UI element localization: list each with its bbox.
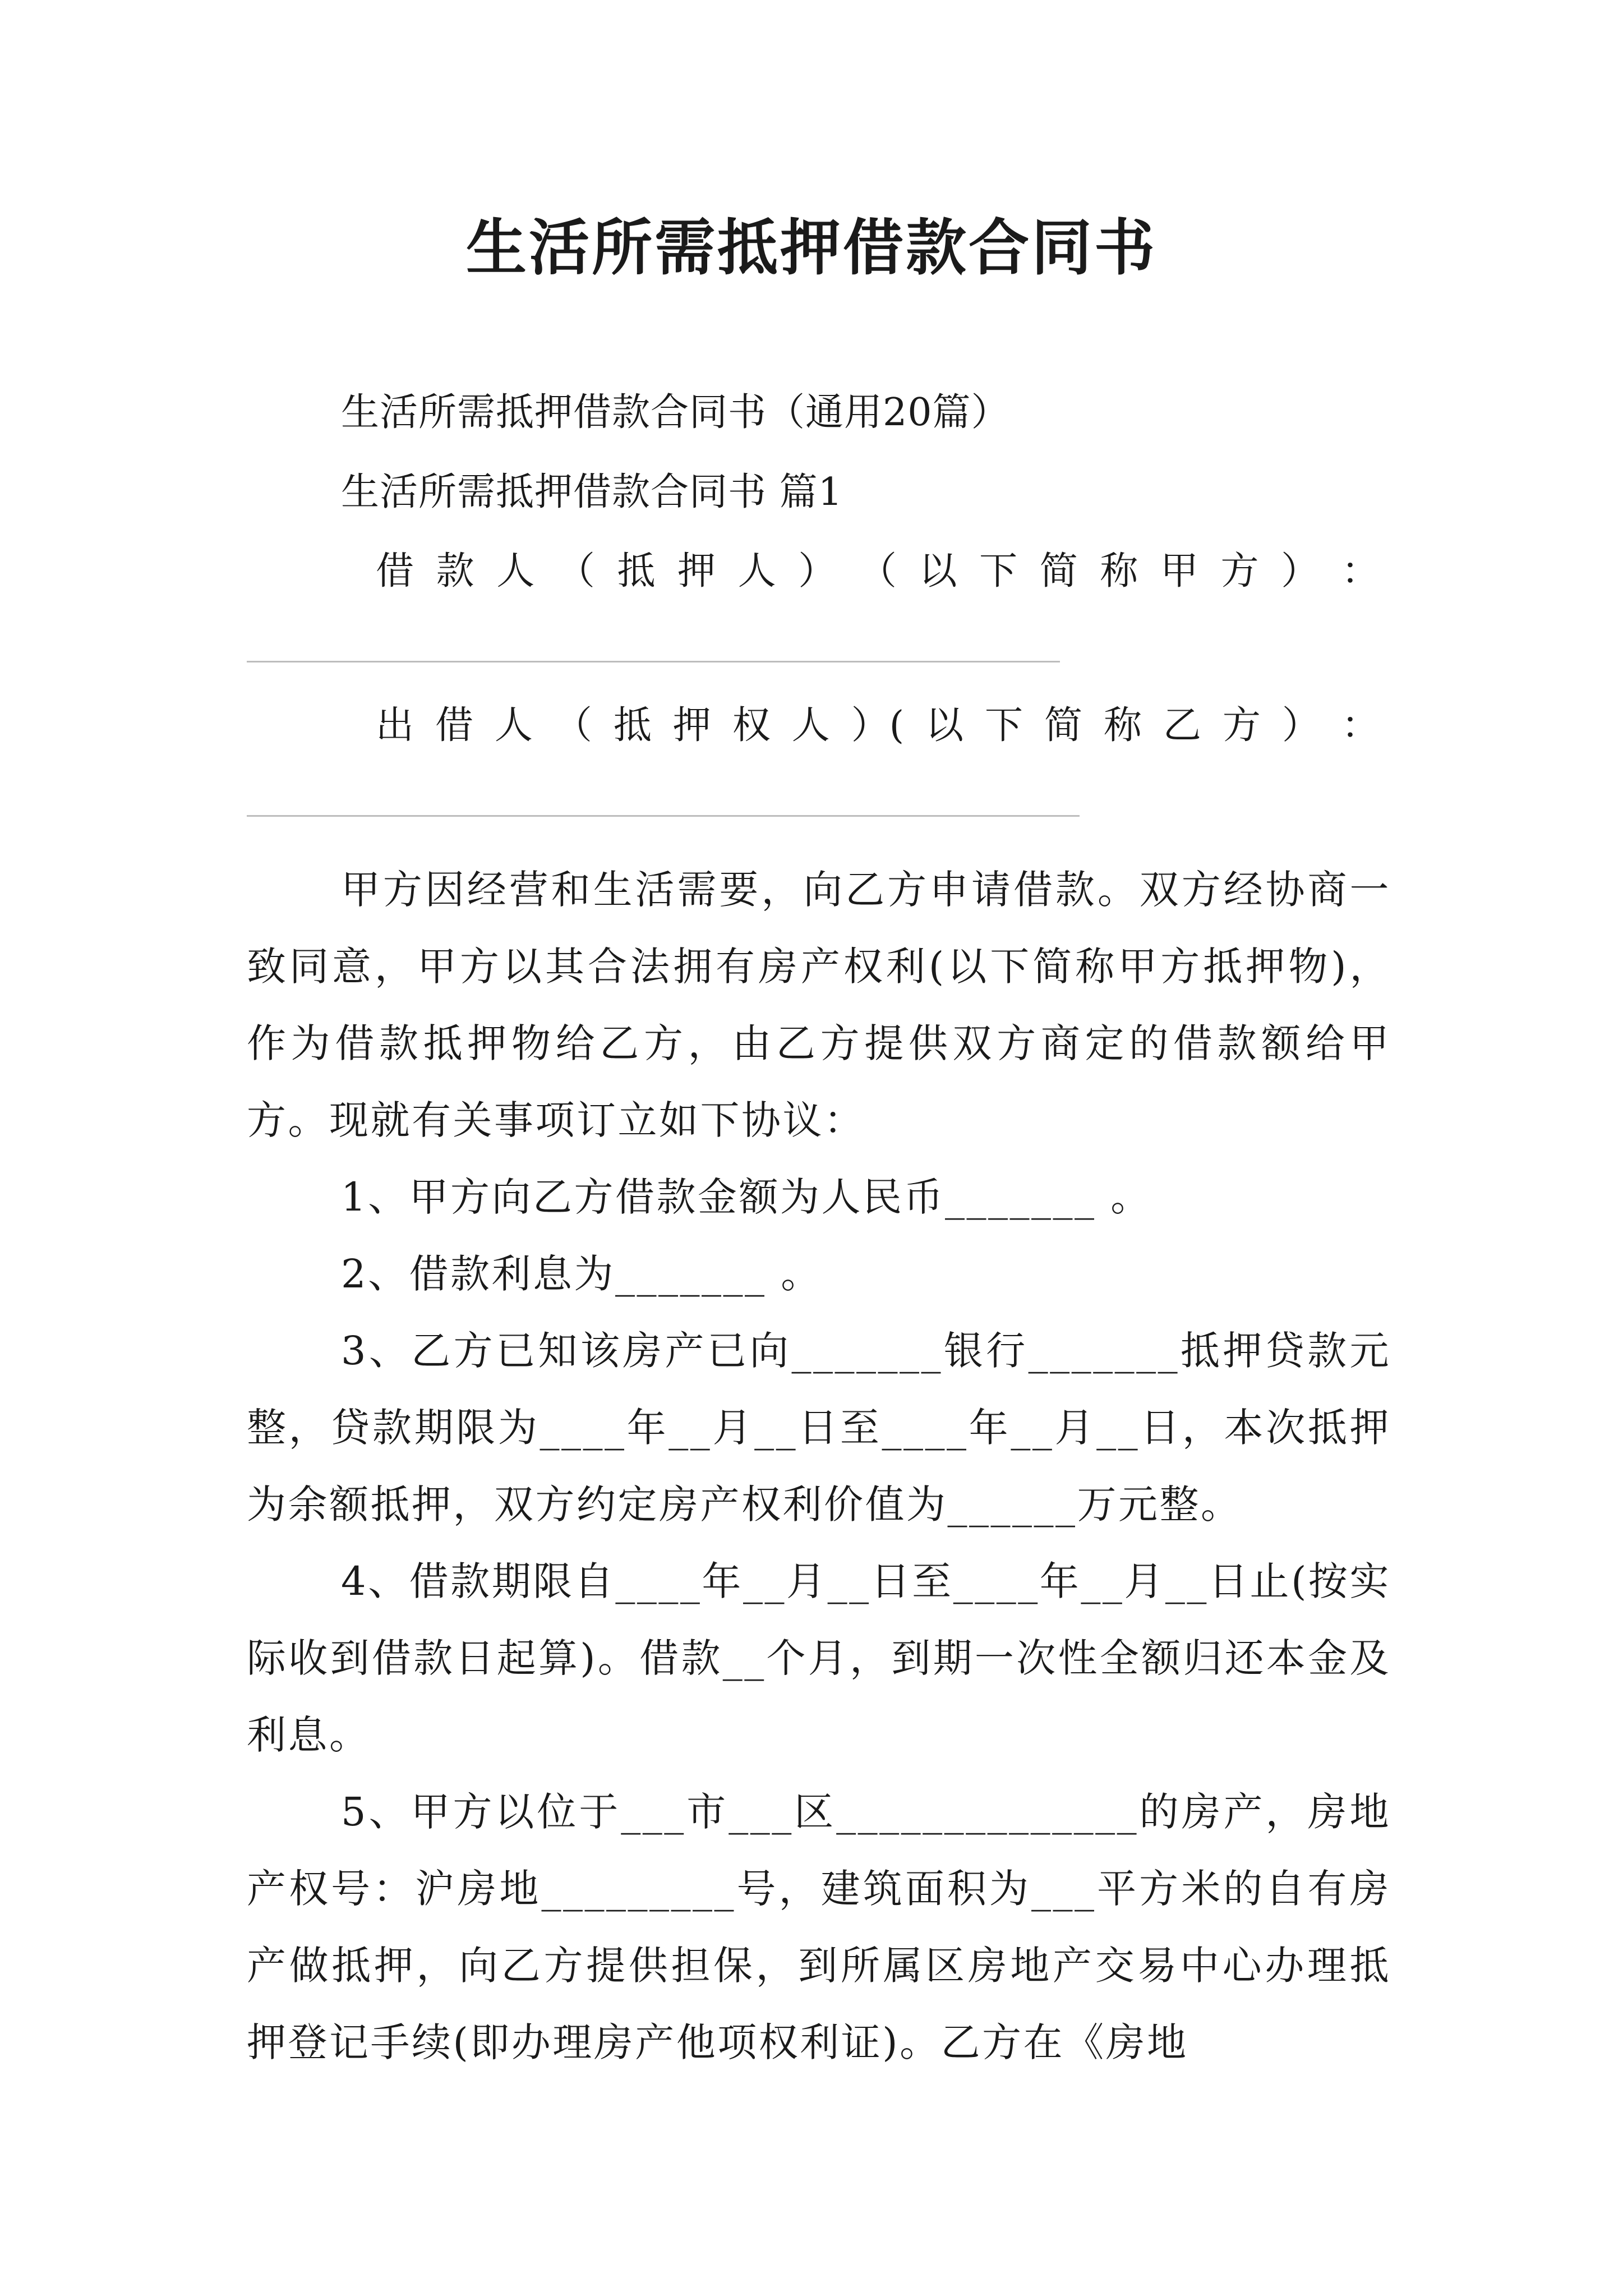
borrower-char: ： [1341, 549, 1380, 593]
borrower-char: 甲 [1160, 549, 1198, 593]
clause-item: 1、甲方向乙方借款金额为人民币_______ 。 [341, 1174, 1152, 1220]
lender-char: ）( [851, 703, 905, 748]
borrower-char: 人 [737, 549, 776, 593]
borrower-char: 下 [979, 549, 1018, 593]
borrower-char: 人 [496, 549, 535, 593]
borrower-char: 以 [919, 549, 957, 593]
clause-item: 4、借款期限自____年__月__日至____年__月__日止(按实际收到借款日起算)。借款__个月，到期一次性全额归还本金及利息。 [247, 1558, 1391, 1758]
lender-char: ） [1281, 703, 1320, 748]
document-title: 生活所需抵押借款合同书 [465, 213, 1157, 283]
borrower-char: ） [798, 549, 837, 593]
borrower-label [376, 549, 1380, 593]
section-heading: 生活所需抵押借款合同书 篇1 [341, 470, 843, 514]
lender-char: 借 [435, 703, 473, 748]
lender-char: （ [554, 703, 592, 748]
clause-item: 2、借款利息为_______ 。 [341, 1251, 822, 1297]
borrower-char: 简 [1039, 549, 1078, 593]
lender-char: 简 [1044, 703, 1083, 748]
lender-label [376, 703, 1380, 748]
lender-char: 以 [925, 703, 964, 748]
lender-char: 权 [732, 703, 771, 748]
clause-item: 3、乙方已知该房产已向_______银行_______抵押贷款元整，贷款期限为____年__月__日至____年__月__日，本次抵押为余额抵押，双方约定房产权利价值为______万元整。 [247, 1328, 1391, 1527]
borrower-char: 称 [1100, 549, 1138, 593]
borrower-char: 借 [376, 549, 414, 593]
lender-char: ： [1341, 703, 1380, 748]
clause-list [247, 1159, 1391, 2081]
lender-fill-line [247, 815, 1080, 817]
lender-char: 押 [672, 703, 711, 748]
lender-char: 抵 [613, 703, 652, 748]
intro-paragraph-block [247, 852, 1391, 1159]
borrower-char: 款 [436, 549, 474, 593]
lender-char: 出 [376, 703, 414, 748]
borrower-char: ） [1281, 549, 1320, 593]
lender-char: 方 [1222, 703, 1261, 748]
intro-paragraph: 甲方因经营和生活需要，向乙方申请借款。双方经协商一致同意，甲方以其合法拥有房产权利(以下简称甲方抵押物)，作为借款抵押物给乙方，由乙方提供双方商定的借款额给甲方。现就有关事项订立如下协议： [247, 867, 1391, 1143]
borrower-char: 抵 [617, 549, 656, 593]
borrower-char: 押 [677, 549, 716, 593]
lender-char: 下 [985, 703, 1023, 748]
borrower-char: （ [858, 549, 897, 593]
lender-char: 人 [494, 703, 533, 748]
document-subtitle: 生活所需抵押借款合同书（通用20篇） [341, 390, 1010, 435]
borrower-fill-line [247, 661, 1060, 662]
clause-item: 5、甲方以位于___市___区______________的房产，房地产权号：沪房地_________号，建筑面积为___平方米的自有房产做抵押，向乙方提供担保，到所属区房地产交易中心办理抵押登记手续(即办理房产他项权利证)。乙方在《房地 [247, 1789, 1391, 2065]
lender-char: 人 [791, 703, 830, 748]
lender-char: 乙 [1163, 703, 1201, 748]
borrower-char: 方 [1220, 549, 1259, 593]
lender-char: 称 [1103, 703, 1142, 748]
borrower-char: （ [556, 549, 595, 593]
